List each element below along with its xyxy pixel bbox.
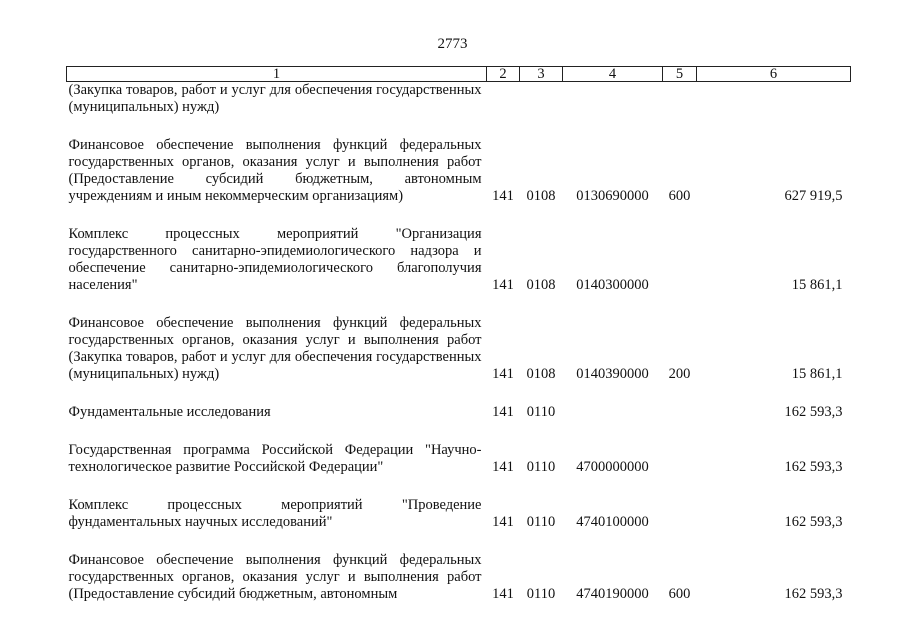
column-header-5: 5 <box>663 67 697 82</box>
row-col-5 <box>663 497 697 531</box>
row-col-6: 15 861,1 <box>791 277 843 293</box>
row-spacer <box>67 116 851 137</box>
column-header-4: 4 <box>563 67 663 82</box>
row-col-3 <box>520 82 563 117</box>
row-spacer <box>67 383 851 404</box>
row-col-4: 0140390000 <box>576 366 649 382</box>
row-col-2: 141 <box>492 366 514 382</box>
row-col-3: 0110 <box>526 586 556 602</box>
table-row <box>67 226 851 294</box>
row-col-3: 0110 <box>526 514 556 530</box>
row-name: Финансовое обеспечение выполнения функций федеральных государственных органов, оказания услуг и выполнения работ (Предоставление субсидий бюджетным, автономным учреждениям и иным некоммерческим организациям) <box>68 137 482 204</box>
row-name: Финансовое обеспечение выполнения функций федеральных государственных органов, оказания услуг и выполнения работ (Предоставление субсидий бюджетным, автономным <box>68 552 482 602</box>
row-col-5 <box>663 404 697 421</box>
table-row <box>67 137 851 205</box>
row-col-5 <box>663 226 697 294</box>
row-col-3: 0110 <box>526 459 556 475</box>
row-col-6: 162 593,3 <box>784 404 843 420</box>
row-spacer <box>67 421 851 442</box>
row-col-4: 4700000000 <box>576 459 649 475</box>
table-row <box>67 82 851 117</box>
column-header-2: 2 <box>487 67 520 82</box>
row-name: Комплекс процессных мероприятий "Организация государственного санитарно-эпидемиологического надзора и обеспечение санитарно-эпидемиологического благополучия населения" <box>68 226 482 293</box>
row-col-5: 600 <box>668 188 691 204</box>
budget-table <box>66 66 851 603</box>
row-col-3: 0108 <box>526 366 556 382</box>
row-col-2: 141 <box>492 586 514 602</box>
row-col-6 <box>697 82 851 117</box>
row-col-6: 627 919,5 <box>784 188 843 204</box>
page-number: 2773 <box>437 36 468 52</box>
table-header-row <box>67 67 851 82</box>
row-col-2: 141 <box>492 404 514 420</box>
row-spacer <box>67 294 851 315</box>
row-col-2: 141 <box>492 277 514 293</box>
row-name: Фундаментальные исследования <box>68 404 271 420</box>
row-col-2: 141 <box>492 188 514 204</box>
row-col-5 <box>663 442 697 476</box>
table-row <box>67 315 851 383</box>
row-col-3: 0108 <box>526 188 556 204</box>
row-col-4: 4740190000 <box>576 586 649 602</box>
table-row <box>67 497 851 531</box>
table-row <box>67 552 851 603</box>
table-row <box>67 404 851 421</box>
row-col-2: 141 <box>492 514 514 530</box>
row-name: (Закупка товаров, работ и услуг для обеспечения государственных (муниципальных) нужд) <box>68 82 482 115</box>
row-col-6: 162 593,3 <box>784 514 843 530</box>
column-header-1: 1 <box>67 67 487 82</box>
row-col-3: 0110 <box>526 404 556 420</box>
row-name: Финансовое обеспечение выполнения функций федеральных государственных органов, оказания услуг и выполнения работ (Закупка товаров, работ и услуг для обеспечения государственных (муниципальных) нужд) <box>68 315 482 382</box>
row-col-5 <box>663 82 697 117</box>
row-col-5: 200 <box>668 366 691 382</box>
row-col-4 <box>563 82 663 117</box>
row-col-6: 162 593,3 <box>784 459 843 475</box>
row-spacer <box>67 205 851 226</box>
row-col-6: 162 593,3 <box>784 586 843 602</box>
row-col-2: 141 <box>492 459 514 475</box>
row-col-4: 0130690000 <box>576 188 649 204</box>
row-spacer <box>67 531 851 552</box>
row-spacer <box>67 476 851 497</box>
column-header-6: 6 <box>697 67 851 82</box>
row-col-4 <box>563 404 663 421</box>
row-col-6: 15 861,1 <box>791 366 843 382</box>
row-col-3: 0108 <box>526 277 556 293</box>
column-header-3: 3 <box>520 67 563 82</box>
row-name: Государственная программа Российской Федерации "Научно-технологическое развитие Российской Федерации" <box>68 442 482 475</box>
row-col-2 <box>487 82 520 117</box>
row-col-4: 4740100000 <box>576 514 649 530</box>
row-col-4: 0140300000 <box>576 277 649 293</box>
table-row <box>67 442 851 476</box>
row-name: Комплекс процессных мероприятий "Проведение фундаментальных научных исследований" <box>68 497 482 530</box>
row-col-5: 600 <box>668 586 691 602</box>
